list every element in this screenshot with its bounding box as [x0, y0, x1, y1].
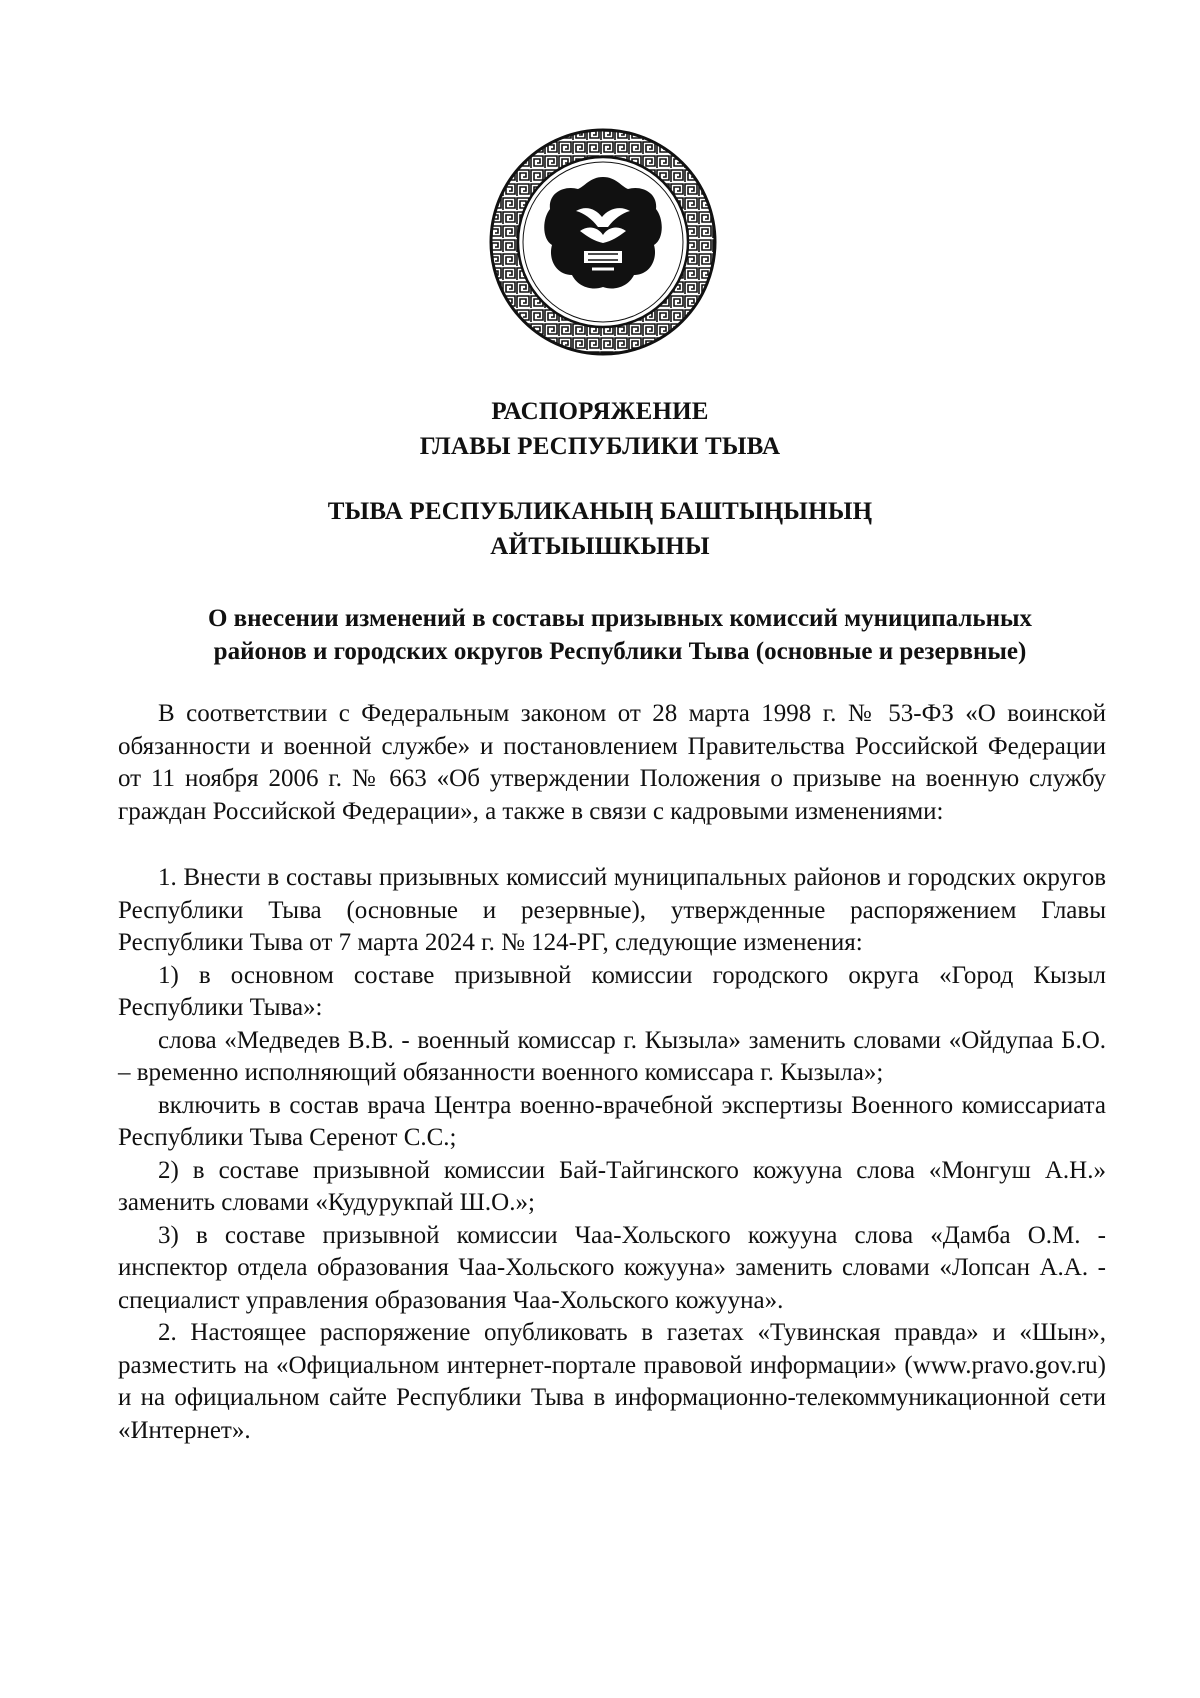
subitem-2-paragraph: 2) в составе призывной комиссии Бай-Тайгинского кожууна слова «Монгуш А.Н.» заменить словами «Кудурукпай Ш.О.»;: [118, 1156, 1106, 1216]
subject-line-2: районов и городских округов Республики Тыва (основные и резервные): [213, 638, 1027, 665]
include-member-paragraph: включить в состав врача Центра военно-врачебной экспертизы Военного комиссариата Республики Тыва Серенот С.С.;: [118, 1091, 1106, 1151]
document-subject: [150, 602, 1090, 668]
subitem-1-paragraph: 1) в основном составе призывной комиссии городского округа «Город Кызыл Республики Тыва»:: [118, 961, 1106, 1021]
title-line-2: ГЛАВЫ РЕСПУБЛИКИ ТЫВА: [419, 433, 781, 460]
tuvan-title-line-2: АЙТЫЫШКЫНЫ: [490, 533, 710, 560]
tuvan-title-line-1: ТЫВА РЕСПУБЛИКАНЫҢ БАШТЫҢЫНЫҢ: [327, 498, 873, 525]
document-title: [0, 394, 1200, 464]
title-line-1: РАСПОРЯЖЕНИЕ: [491, 398, 709, 425]
tuva-emblem-icon: [488, 127, 718, 357]
item-1-paragraph: 1. Внести в составы призывных комиссий муниципальных районов и городских округов Республики Тыва (основные и резервные), утвержденные распоряжением Главы Республики Тыва от 7 марта 2024 г. № 124-РГ, следующие изменения:: [118, 864, 1106, 956]
item-2-paragraph: 2. Настоящее распоряжение опубликовать в газетах «Тувинская правда» и «Шын», разместить на «Официальном интернет-портале правовой информации» (www.pravo.gov.ru) и на официальном сайте Республики Тыва в информационно-телекоммуникационной сети «Интернет».: [118, 1319, 1106, 1444]
document-title-tuvan: [0, 494, 1200, 564]
preamble-paragraph: В соответствии с Федеральным законом от 28 марта 1998 г. № 53-ФЗ «О воинской обязанности и военной службе» и постановлением Правительства Российской Федерации от 11 ноября 2006 г. № 663 «Об утверждении Положения о призыве на военную службу граждан Российской Федерации», а также в связи с кадровыми изменениями:: [118, 700, 1106, 825]
subject-line-1: О внесении изменений в составы призывных комиссий муниципальных: [207, 605, 1033, 632]
subitem-3-paragraph: 3) в составе призывной комиссии Чаа-Хольского кожууна слова «Дамба О.М. - инспектор отдела образования Чаа-Хольского кожууна» заменить словами «Лопсан А.А. - специалист управления образования Чаа-Хольского кожууна».: [118, 1221, 1106, 1314]
document-body: [118, 698, 1106, 1447]
replace-words-paragraph: слова «Медведев В.В. - военный комиссар г. Кызыла» заменить словами «Ойдупаа Б.О. – временно исполняющий обязанности военного комиссара г. Кызыла»;: [118, 1026, 1106, 1086]
